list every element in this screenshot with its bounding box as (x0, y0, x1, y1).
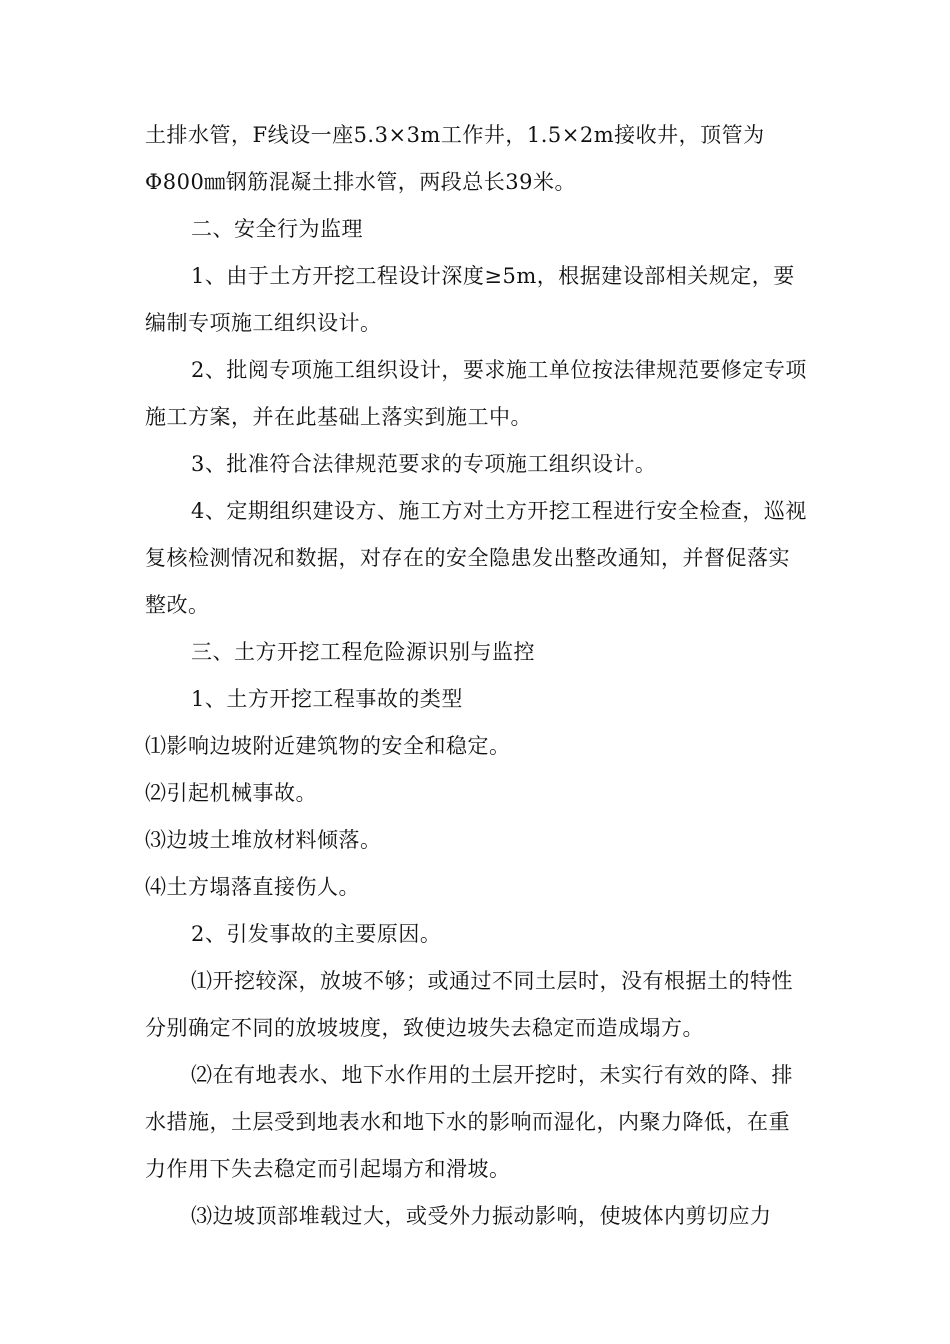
paragraph-item-4: 4、定期组织建设方、施工方对土方开挖工程进行安全检查，巡视复核检测情况和数据，对存在的安全隐患发出整改通知，并督促落实整改。 (145, 499, 807, 617)
list-item-accident-3: ⑶边坡土堆放材料倾落。 (145, 828, 382, 852)
list-item-accident-2: ⑵引起机械事故。 (145, 781, 317, 805)
paragraph-item-3: 3、批准符合法律规范要求的专项施工组织设计。 (191, 452, 657, 476)
subheading-accident-types: 1、土方开挖工程事故的类型 (191, 687, 463, 711)
paragraph-intro: 土排水管，F线设一座5.3×3m工作井，1.5×2m接收井，顶管为Φ800㎜钢筋混凝土排水管，两段总长39米。 (145, 123, 765, 194)
heading-section-2: 二、安全行为监理 (191, 217, 363, 241)
paragraph-item-1: 1、由于土方开挖工程设计深度≥5m，根据建设部相关规定，要编制专项施工组织设计。 (145, 264, 795, 335)
document-page (145, 112, 807, 1240)
list-item-cause-1: ⑴开挖较深，放坡不够；或通过不同土层时，没有根据土的特性分别确定不同的放坡坡度，致使边坡失去稳定而造成塌方。 (145, 969, 793, 1040)
list-item-accident-4: ⑷土方塌落直接伤人。 (145, 875, 360, 899)
paragraph-item-2: 2、批阅专项施工组织设计，要求施工单位按法律规范要修定专项施工方案，并在此基础上落实到施工中。 (145, 358, 807, 429)
subheading-causes: 2、引发事故的主要原因。 (191, 922, 442, 946)
list-item-cause-2: ⑵在有地表水、地下水作用的土层开挖时，未实行有效的降、排水措施，土层受到地表水和地下水的影响而湿化，内聚力降低，在重力作用下失去稳定而引起塌方和滑坡。 (145, 1063, 793, 1181)
list-item-cause-3: ⑶边坡顶部堆载过大，或受外力振动影响，使坡体内剪切应力 (191, 1204, 772, 1228)
heading-section-3: 三、土方开挖工程危险源识别与监控 (191, 640, 535, 664)
list-item-accident-1: ⑴影响边坡附近建筑物的安全和稳定。 (145, 734, 511, 758)
